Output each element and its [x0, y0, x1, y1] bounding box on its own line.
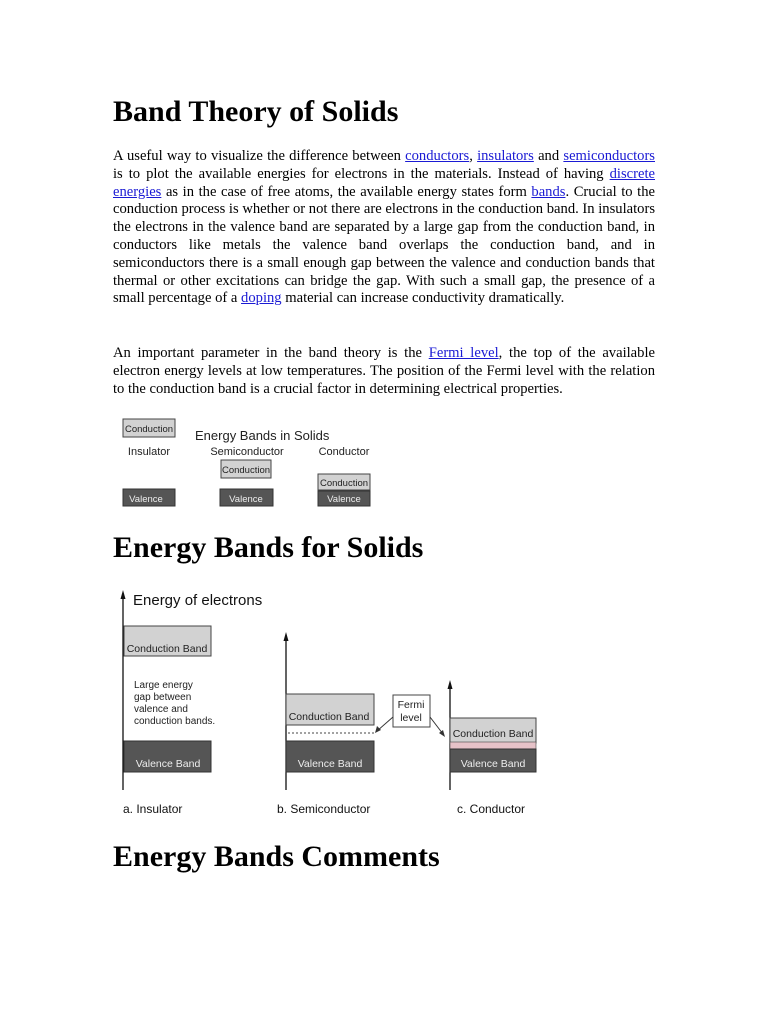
- conductor-conduction-band-label: Conduction Band: [452, 728, 534, 740]
- fermi-arrow-left-head-icon: [375, 726, 381, 733]
- conductor-conduction-label: Conduction: [319, 478, 369, 489]
- fermi-callout-line-2: level: [400, 712, 422, 724]
- semiconductor-valence-band-label: Valence Band: [297, 758, 363, 770]
- link-discrete-energies[interactable]: discrete energies: [113, 165, 655, 200]
- link-doping[interactable]: doping: [241, 290, 282, 307]
- conductor-axis-arrow-icon: [448, 680, 453, 689]
- heading-energy-bands-comments: Energy Bands Comments: [113, 840, 440, 873]
- caption-conductor: c. Conductor: [457, 802, 526, 816]
- semiconductor-axis-arrow-icon: [284, 632, 289, 641]
- gap-note-line-3: valence and: [134, 704, 188, 715]
- para1-text-6: material can increase conductivity dramatically.: [281, 290, 565, 307]
- para1-text-0: A useful way to visualize the difference between: [113, 148, 406, 164]
- axis-title: Energy of electrons: [133, 592, 263, 609]
- fermi-callout-line-1: Fermi: [397, 699, 425, 711]
- heading-energy-bands-for-solids: Energy Bands for Solids: [113, 531, 424, 564]
- semiconductor-valence-label: Valence: [229, 494, 263, 505]
- conductor-valence-label: Valence: [327, 494, 361, 505]
- figure1-title: Energy Bands in Solids: [195, 428, 330, 443]
- link-insulators[interactable]: insulators: [477, 148, 534, 164]
- link-bands[interactable]: bands: [531, 183, 566, 200]
- link-conductors[interactable]: conductors: [405, 148, 470, 164]
- gap-note-line-1: Large energy: [134, 680, 193, 691]
- caption-semiconductor: b. Semiconductor: [277, 802, 371, 816]
- link-semiconductors[interactable]: semiconductors: [563, 148, 655, 164]
- energy-bands-in-solids-figure: [113, 412, 383, 512]
- fermi-arrow-right: [430, 717, 443, 734]
- para1-text-3: is to plot the available energies for electrons in the materials. Instead of having: [113, 165, 610, 182]
- energy-bands-for-solids-figure: [113, 585, 553, 825]
- caption-insulator: a. Insulator: [123, 802, 183, 816]
- para2-text-0: An important parameter in the band theory is the: [113, 345, 429, 361]
- para1-text-2: and: [533, 148, 564, 164]
- insulator-conduction-band-label: Conduction Band: [126, 643, 208, 655]
- gap-note-line-2: gap between: [134, 692, 192, 703]
- semiconductor-conduction-label: Conduction: [221, 465, 271, 476]
- figure1-insulator-label: Insulator: [127, 446, 171, 458]
- insulator-valence-label: Valence: [129, 494, 163, 505]
- insulator-conduction-label: Conduction: [124, 424, 174, 435]
- gap-note-line-4: conduction bands.: [134, 716, 216, 727]
- link-fermi-level[interactable]: Fermi level: [428, 345, 499, 361]
- semiconductor-conduction-band-label: Conduction Band: [288, 711, 370, 723]
- para1-text-4: as in the case of free atoms, the available energy states form: [161, 183, 532, 200]
- paragraph-fermi: [113, 345, 655, 398]
- insulator-axis-arrow-icon: [121, 590, 126, 599]
- fermi-arrow-right-head-icon: [439, 730, 445, 737]
- para1-text-5: . Crucial to the conduction process is whether or not there are electrons in the conduction band. In insulators the electrons in the valence band are separated by a large gap from the conduction band, in conductors like metals the valence band overlaps the conduction band, and in semiconductors there is a small enough gap between the valence and conduction bands that thermal or other excitations can bridge the gap. With such a small gap, the presence of a small percentage of a: [113, 183, 655, 307]
- conductor-valence-band-label: Valence Band: [460, 758, 526, 770]
- insulator-valence-band-label: Valence Band: [135, 758, 201, 770]
- para1-text-1: ,: [469, 148, 478, 164]
- para2-text-1: , the top of the available electron energy levels at low temperatures. The position of the Fermi level with the relation to the conduction band is a crucial factor in determining electrical properties.: [113, 345, 655, 397]
- paragraph-intro: [113, 148, 655, 308]
- page-title: Band Theory of Solids: [113, 95, 399, 128]
- conductor-band-overlap-region: [450, 742, 536, 749]
- figure1-conductor-label: Conductor: [318, 446, 370, 458]
- figure1-semiconductor-label: Semiconductor: [210, 446, 284, 458]
